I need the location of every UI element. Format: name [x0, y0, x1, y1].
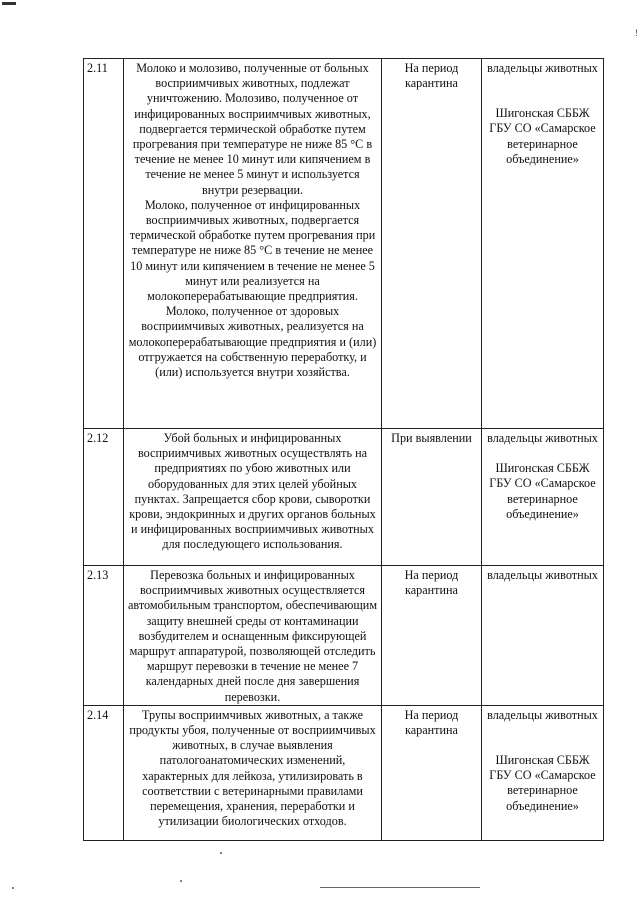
responsible-cell [482, 705, 604, 840]
scan-line [320, 887, 480, 888]
measure-text [124, 705, 382, 840]
table-row [84, 59, 604, 429]
responsible-cell [482, 566, 604, 706]
measure-text [124, 429, 382, 566]
responsible-owner: владельцы животных [487, 61, 598, 75]
row-number: 2.11 [84, 59, 124, 429]
scan-speck [180, 880, 182, 882]
measure-paragraph: Трупы восприимчивых животных, а также продукты убоя, полученные от восприимчивых животных, в случае выявления патологоанатомических изменений, характерных для лейкоза, утилизировать в соответствии с ветеринарными правилами перемещения, хранения, переработки и утилизации биологических отходов. [129, 707, 376, 829]
table-row [84, 705, 604, 840]
responsible-org: Шигонская СББЖ ГБУ СО «Самарское ветеринарное объединение» [489, 753, 596, 813]
scan-speck [12, 887, 14, 889]
measure-paragraph: Убой больных и инфицированных восприимчивых животных осуществлять на предприятиях по убою животных или оборудованных для этих целей убойных пунктах. Запрещается сбор крови, сыворотки крови, эндокринных и других органов больных и инфицированных восприимчивых животных для последующего использования. [129, 431, 376, 552]
row-number: 2.13 [84, 566, 124, 706]
responsible-org: Шигонская СББЖ ГБУ СО «Самарское ветеринарное объединение» [489, 106, 596, 166]
period-cell: На период карантина [382, 705, 482, 840]
table-row [84, 566, 604, 706]
measure-paragraph: Перевозка больных и инфицированных восприимчивых животных осуществляется автомобильным транспортом, обеспечивающим защиту внешней среды от контаминации возбудителем и оснащенным фиксирующей маршрут аппаратурой, позволяющей отследить маршрут перевозки в течение не менее 7 календарных дней после дня завершения перевозки. [127, 568, 378, 704]
period-cell: При выявлении [382, 429, 482, 566]
responsible-owner: владельцы животных [487, 707, 598, 722]
measure-text [124, 59, 382, 429]
responsible-org: Шигонская СББЖ ГБУ СО «Самарское ветеринарное объединение» [489, 461, 596, 521]
scan-speck [220, 852, 222, 854]
measures-table [83, 58, 604, 841]
responsible-owner: владельцы животных [487, 431, 598, 445]
row-number: 2.14 [84, 705, 124, 840]
corner-mark: ! [635, 28, 638, 38]
period-cell: На период карантина [382, 59, 482, 429]
responsible-cell [482, 429, 604, 566]
measure-paragraph: Молоко, полученное от здоровых восприимчивых животных, реализуется на молокоперерабатывающие предприятия и (или) отгружается на собственную переработку, и (или) используется внутри хозяйства. [128, 304, 377, 380]
responsible-cell [482, 59, 604, 429]
measure-text [124, 566, 382, 706]
responsible-owner: владельцы животных [487, 568, 598, 582]
scan-mark [2, 2, 16, 5]
table-row [84, 429, 604, 566]
measure-paragraph: Молоко и молозиво, полученные от больных восприимчивых животных, подлежат уничтожению. Молозиво, полученное от инфицированных восприимчивых животных, подвергается термической обработке путем прогревания при температуре не ниже 85 °С в течение не менее 10 минут или кипячением в течение не менее 5 минут и используется внутри резервации. [132, 61, 373, 197]
row-number: 2.12 [84, 429, 124, 566]
measure-paragraph: Молоко, полученное от инфицированных восприимчивых животных, подвергается термической обработке путем прогревания при температуре не ниже 85 °С в течение не менее 10 минут или кипячением в течение не менее 5 минут или реализуется на молокоперерабатывающие предприятия. [129, 197, 376, 304]
period-cell: На период карантина [382, 566, 482, 706]
